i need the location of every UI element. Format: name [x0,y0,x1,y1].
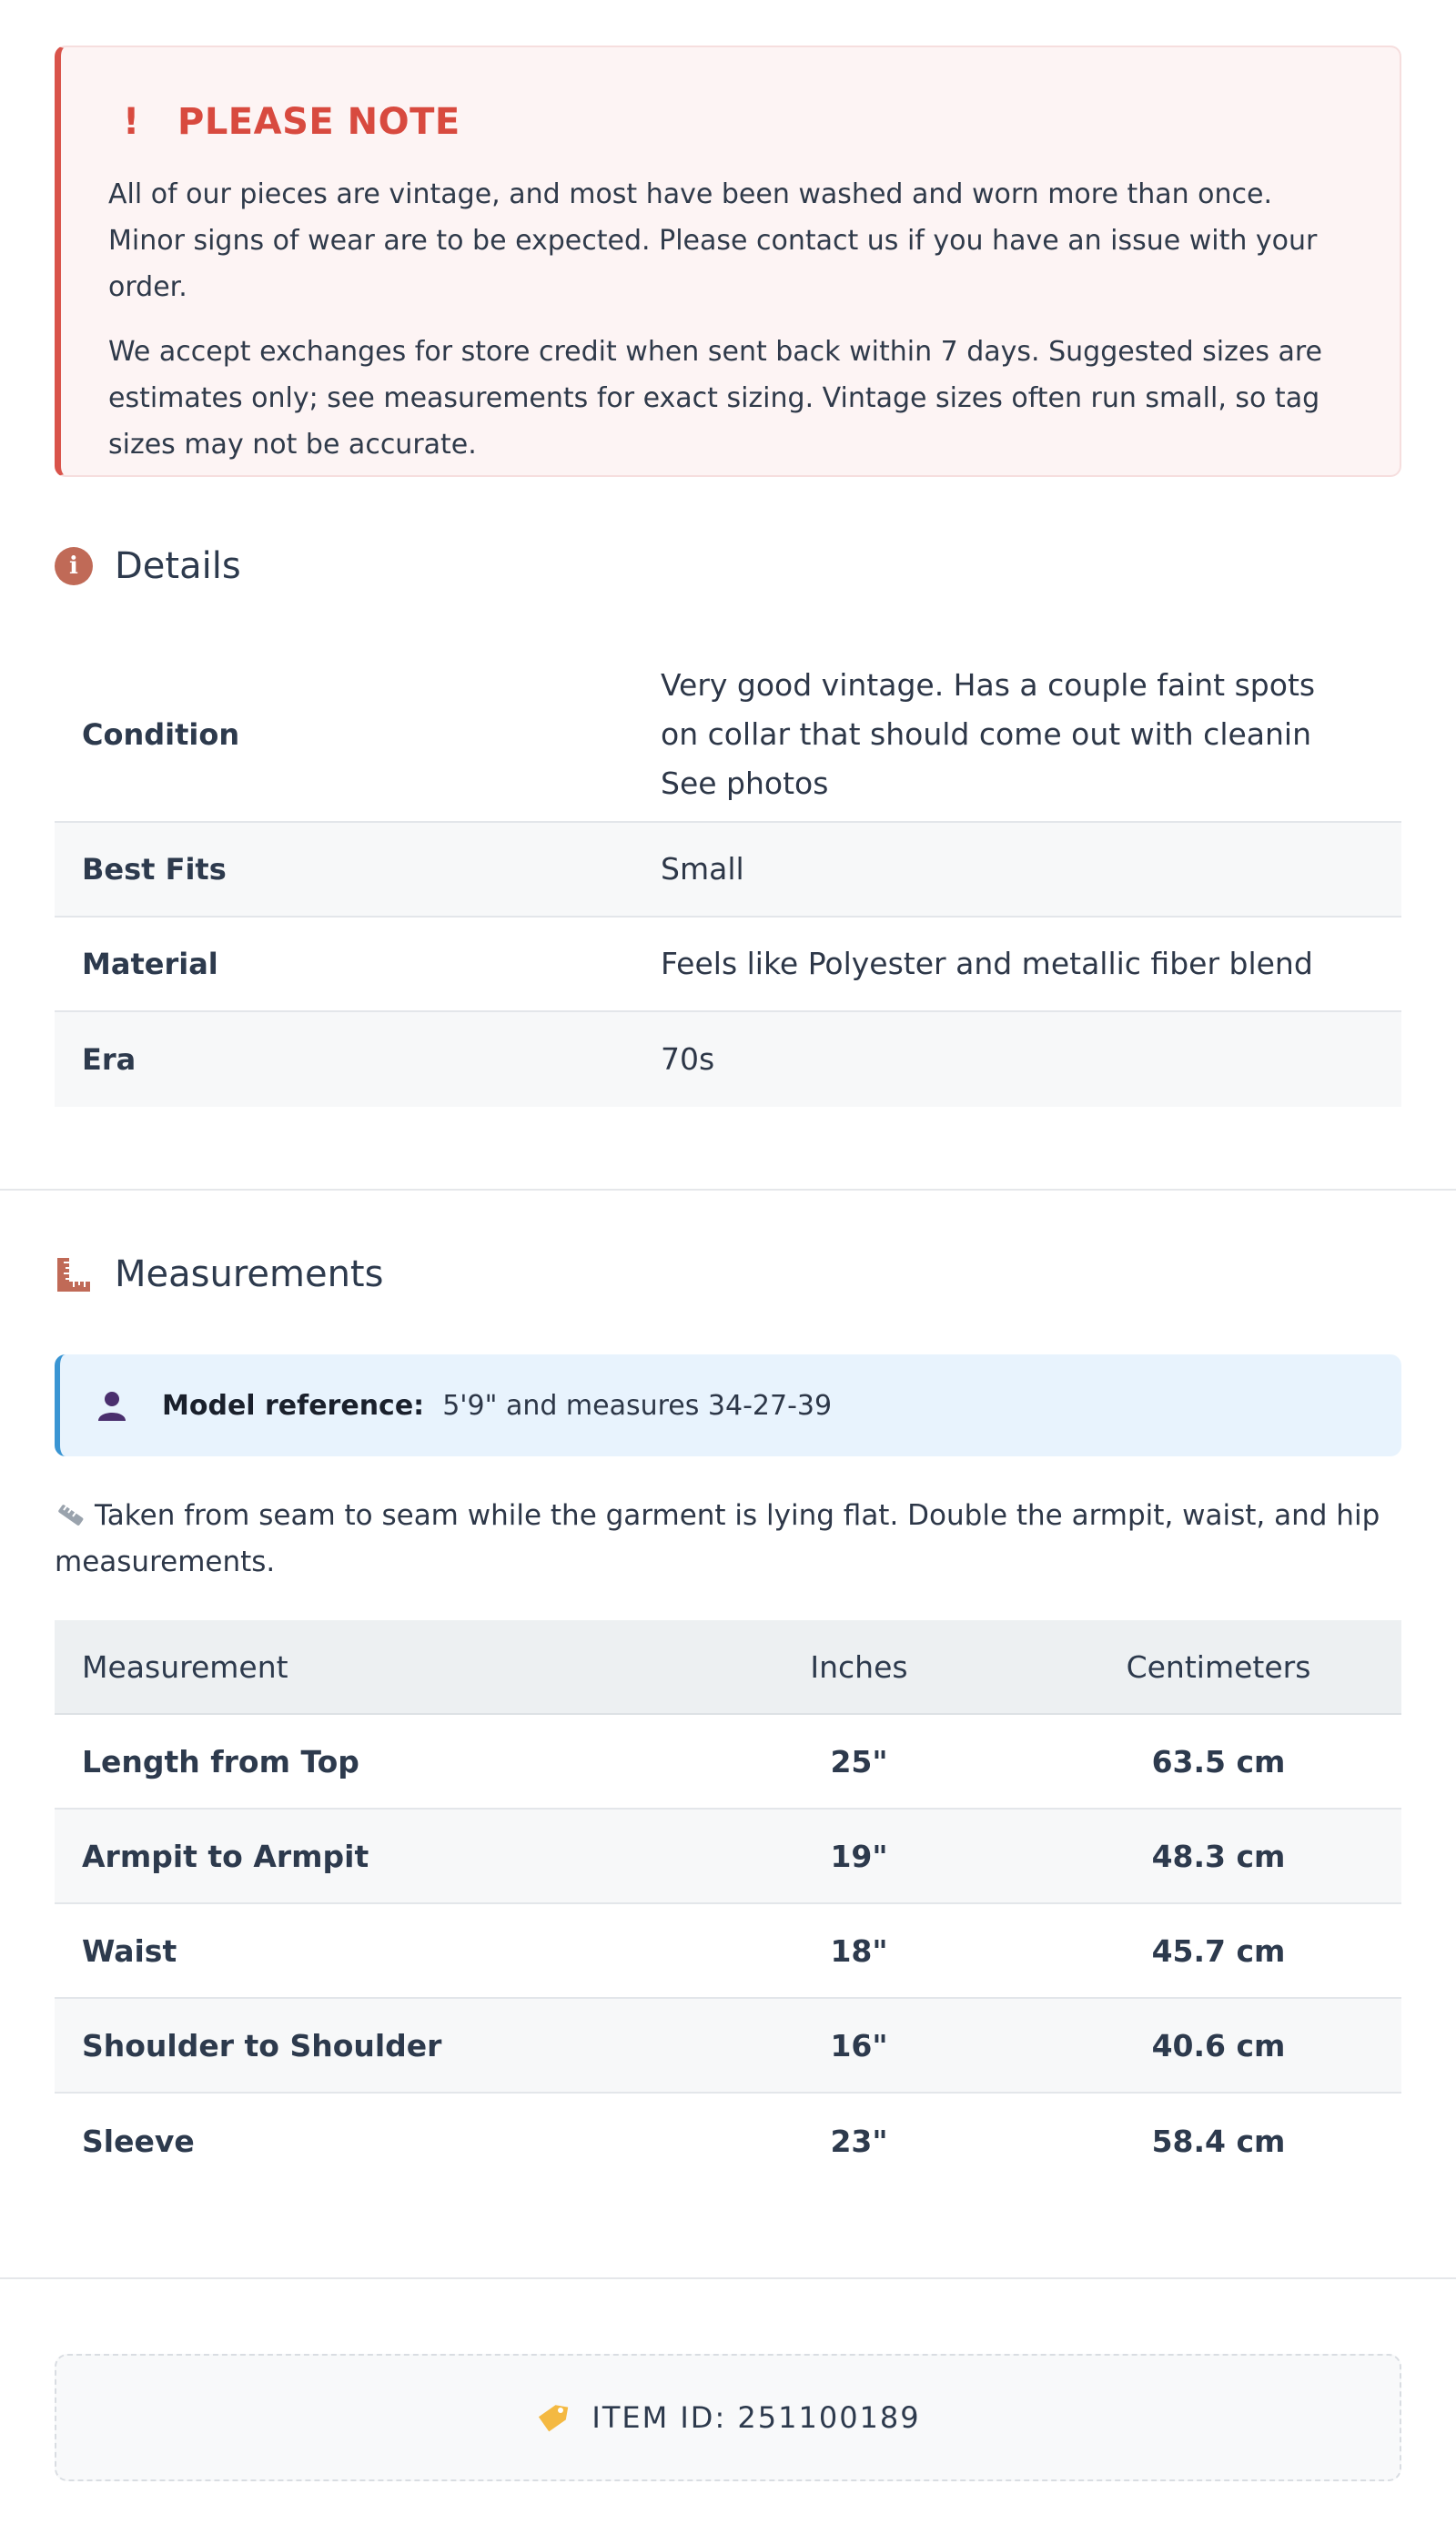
details-label: Era [82,1042,136,1077]
column-header-centimeters: Centimeters [1126,1648,1311,1685]
measurement-name: Armpit to Armpit [82,1838,369,1874]
measurement-cm: 58.4 cm [1151,2123,1286,2159]
note-paragraph: We accept exchanges for store credit when sent back within 7 days. Suggested sizes are estimates only; see measurements for exact sizing. Vintage sizes often run small, so tag sizes may not be accurate. [108,336,1323,461]
page [0,46,1456,1107]
details-value: Feels like Polyester and metallic fiber blend [661,946,1313,981]
person-icon [96,1390,127,1421]
please-note-box [55,46,1401,477]
measurement-name: Length from Top [82,1743,359,1779]
details-value: Very good vintage. Has a couple faint spots on collar that should come out with cleanin See photos [661,667,1316,801]
measurement-note [55,1493,1401,1586]
details-label: Condition [82,717,240,752]
details-header [55,539,1401,593]
measurement-name: Waist [82,1932,177,1969]
measurements-table-header [55,1620,1401,1715]
details-value: 70s [661,1041,715,1077]
note-header [108,98,1354,146]
measurement-inches: 25" [830,1743,888,1779]
measurement-inches: 23" [830,2123,888,2159]
details-value: Small [661,851,744,887]
column-header-inches: Inches [810,1648,908,1685]
note-title: PLEASE NOTE [177,101,460,143]
section-divider [0,2277,1456,2279]
measurement-cm: 40.6 cm [1151,2027,1286,2063]
column-header-measurement: Measurement [82,1648,288,1685]
details-title: Details [115,545,241,587]
model-reference-label: Model reference: [162,1389,425,1422]
measurement-cm: 48.3 cm [1151,1838,1286,1874]
ruler-pencil-icon [55,1501,86,1528]
item-id-box [55,2354,1401,2481]
measurement-name: Sleeve [82,2123,195,2159]
table-row [55,1810,1401,1904]
measurements-header [55,1247,1401,1302]
item-id-text: ITEM ID: 251100189 [592,2400,921,2435]
section-divider [0,1189,1456,1191]
details-row-best-fits [55,823,1401,918]
measurements-table [55,1620,1401,2188]
table-row [55,1904,1401,1999]
measurement-inches: 18" [830,1932,888,1969]
table-row [55,1999,1401,2094]
ruler-icon [55,1255,93,1293]
measurement-inches: 16" [830,2027,888,2063]
measurement-note-text: Taken from seam to seam while the garment is lying flat. Double the armpit, waist, and hip measurements. [55,1499,1380,1578]
measurement-name: Shoulder to Shoulder [82,2027,442,2063]
details-row-era [55,1012,1401,1107]
measurement-cm: 45.7 cm [1151,1932,1286,1969]
details-label: Material [82,947,218,981]
model-reference-value: 5'9" and measures 34-27-39 [442,1389,833,1422]
exclamation-icon: ! [123,101,140,143]
measurements-title: Measurements [115,1253,384,1295]
details-label: Best Fits [82,852,227,887]
measurement-cm: 63.5 cm [1151,1743,1286,1779]
info-icon: i [55,547,93,585]
model-reference-box [55,1354,1401,1456]
details-table [55,648,1401,1107]
tag-icon [535,2399,571,2436]
details-row-condition [55,648,1401,823]
details-row-material [55,918,1401,1012]
table-row [55,1715,1401,1810]
note-paragraph: All of our pieces are vintage, and most have been washed and worn more than once. Minor signs of wear are to be expected. Please contact us if you have an issue with your order. [108,178,1318,303]
measurement-inches: 19" [830,1838,888,1874]
table-row [55,2094,1401,2188]
